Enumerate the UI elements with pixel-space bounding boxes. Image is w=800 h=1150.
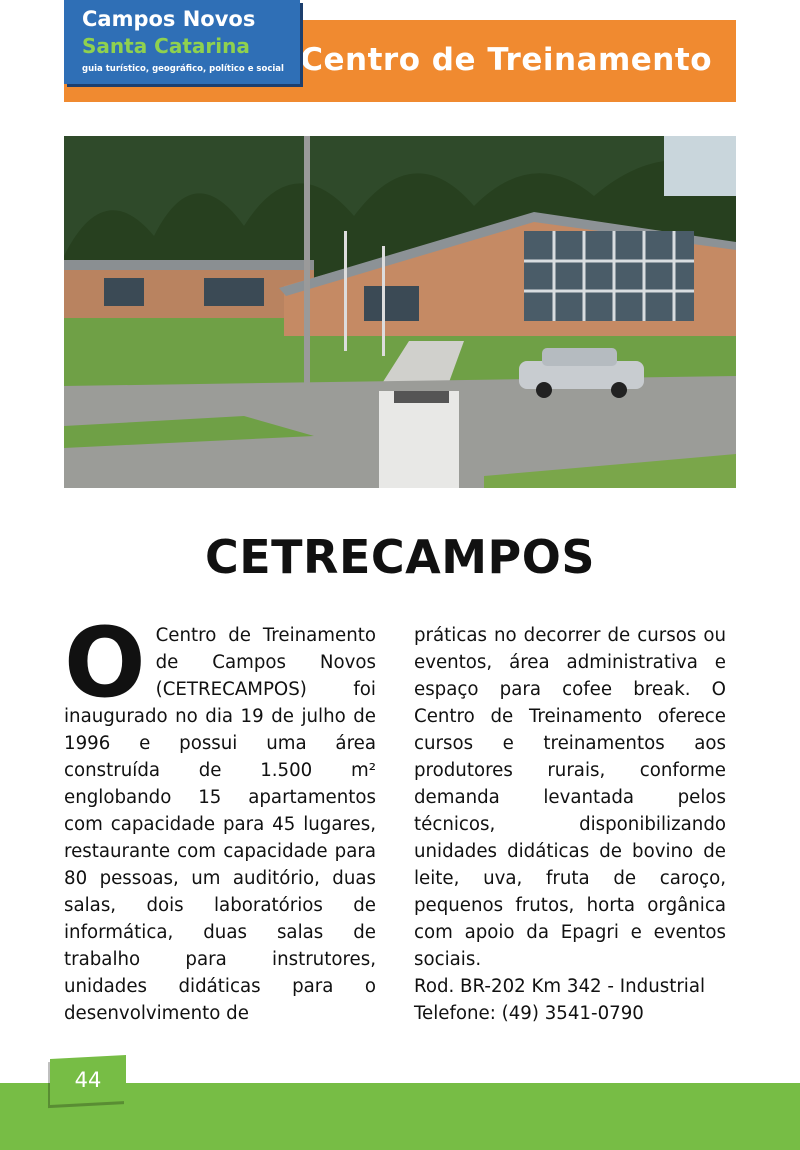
left-column-text: Centro de Treinamento de Campos Novos (CETRECAMPOS) foi inaugurado no dia 19 de julho de 1996 e possui uma área construída de 1.500 m² englobando 15 apartamentos com capacidade para 45 lugares, restaurante com capacidade para 80 pessoas, um auditório, duas salas, dois laboratórios de informática, duas salas de trabalho para instrutores, unidades didáticas para o desenvolvimento de xyxy=(64,625,376,1024)
right-column-text: práticas no decorrer de cursos ou eventos, área administrativa e espaço para cofee break. O Centro de Treinamento oferece cursos e treinamentos aos produtores rurais, conforme demanda levantada pelos técnicos, disponibilizando unidades didáticas de bovino de leite, uva, fruta de caroço, pequenos frutos, horta orgânica com apoio da Epagri e eventos sociais. xyxy=(414,625,726,970)
address: Rod. BR-202 Km 342 - Industrial xyxy=(414,976,706,997)
section-title: Centro de Treinamento xyxy=(300,42,712,78)
building-photo xyxy=(64,136,736,488)
phone-number: Telefone: (49) 3541-0790 xyxy=(414,1003,644,1024)
page-number: 44 xyxy=(74,1068,102,1092)
logo-tagline: guia turístico, geográfico, político e social xyxy=(82,64,284,74)
drop-cap: O xyxy=(64,607,146,719)
article-right-column xyxy=(414,622,726,1027)
guide-logo xyxy=(64,0,300,84)
article-left-column xyxy=(64,607,376,1027)
logo-subtitle: Santa Catarina xyxy=(82,34,250,58)
building-photo-icon xyxy=(64,136,736,488)
logo-title: Campos Novos xyxy=(82,7,256,31)
article-title: CETRECAMPOS xyxy=(205,530,595,584)
